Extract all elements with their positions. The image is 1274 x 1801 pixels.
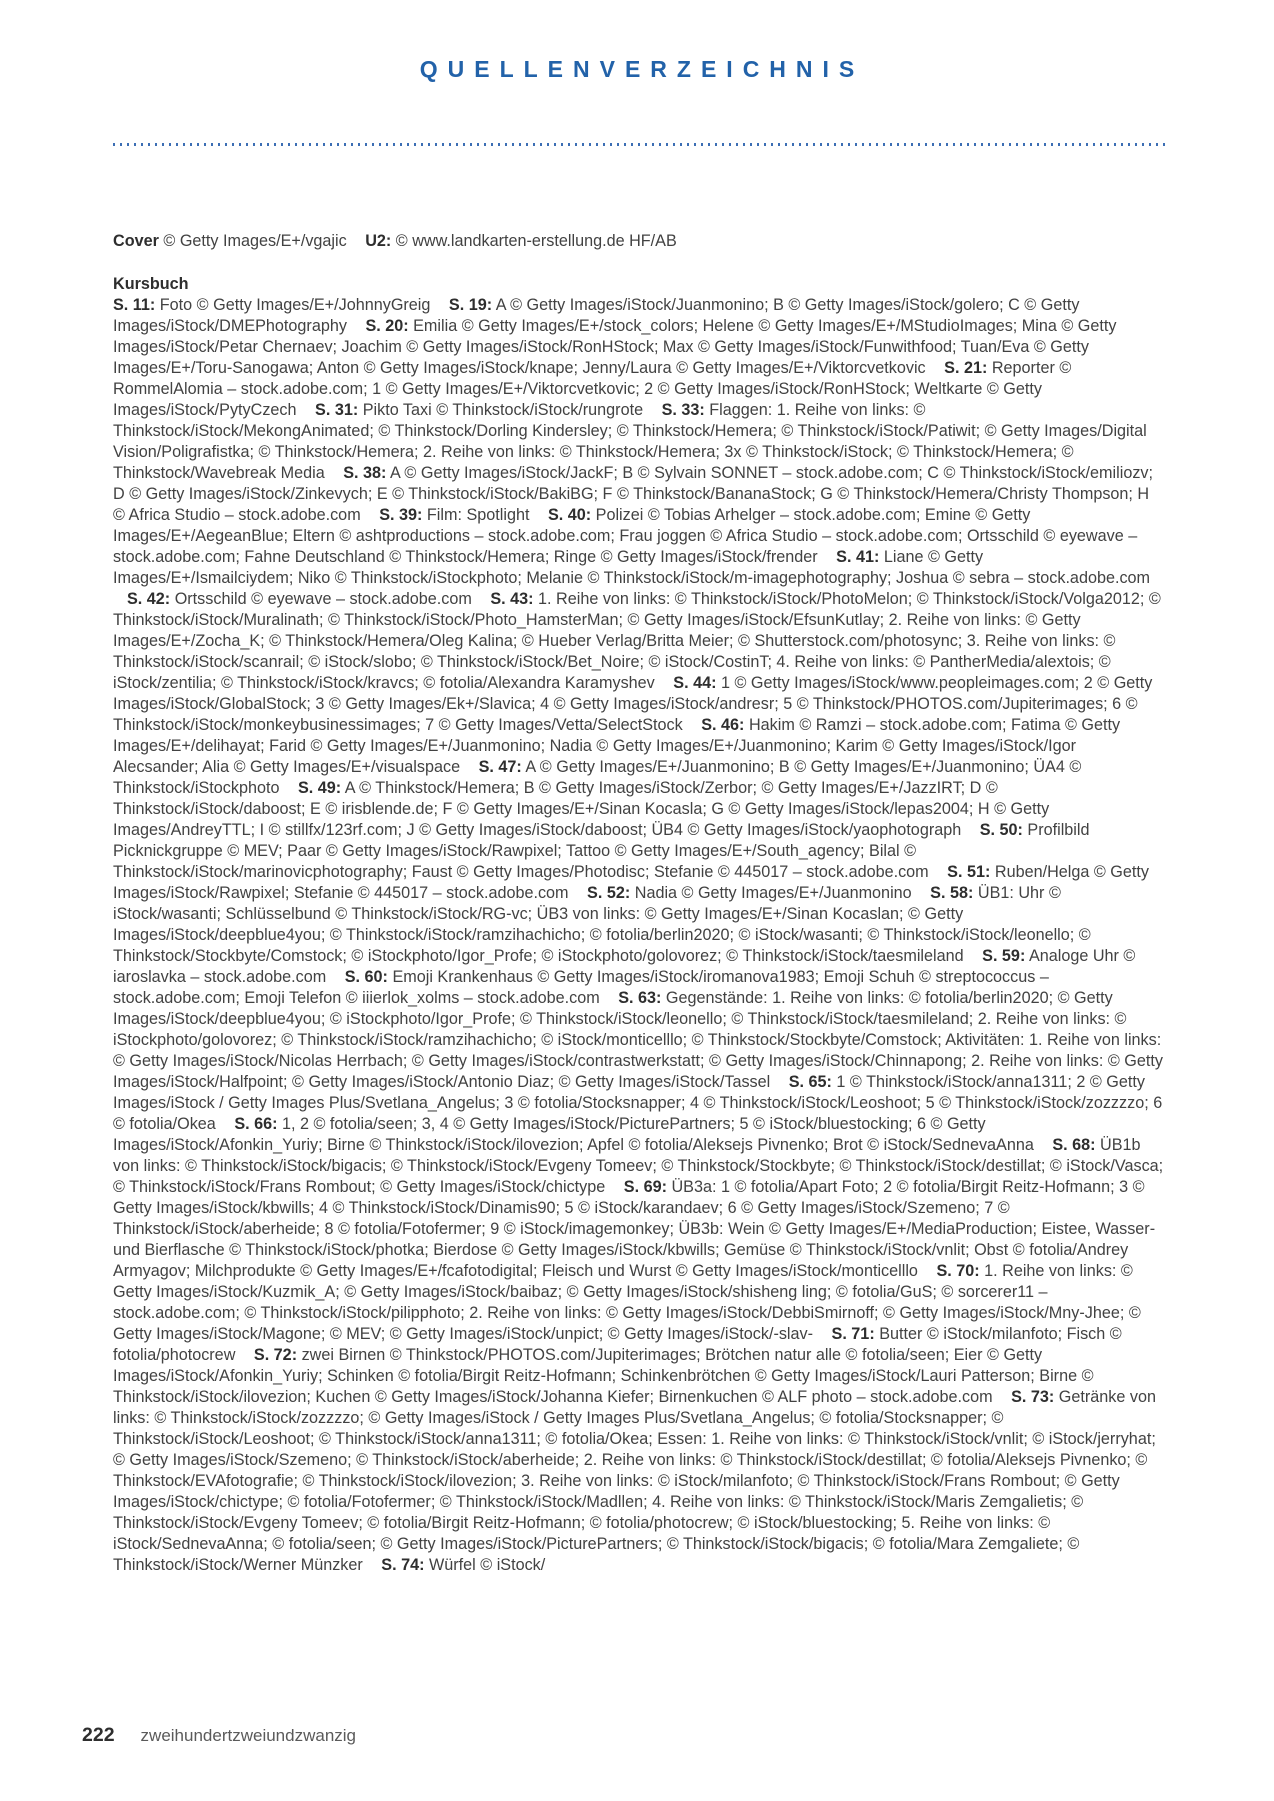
page-ref-label: S. 41: [836,548,880,566]
credit-text: 1 © Thinkstock/iStock/anna1311; 2 © Getty Images/iStock / Getty Images Plus/Svetlana_Angelus; 3 © fotolia/Stocksnapper; 4 © Thinkstock/iStock/Leoshoot; 5 © Thinkstock/iStock/zozzzzo; 6 © fotolia/Okea [113,1073,1163,1133]
credit-entry [367,1556,545,1574]
page-ref-label: S. 38: [343,464,387,482]
page-ref-label: S. 51: [947,863,991,881]
page-ref-label: S. 58: [930,884,974,902]
dotted-divider [113,143,1165,146]
credit-text: Ortsschild © eyewave – stock.adobe.com [170,590,472,608]
credit-text: Pikto Taxi © Thinkstock/iStock/rungrote [358,401,644,419]
page-ref-label: S. 73: [1011,1388,1055,1406]
page-ref-label: S. 43: [490,590,534,608]
page-ref-label: S. 46: [701,716,745,734]
credit-entry [301,401,643,419]
credit-entry [113,296,430,314]
credit-text: Emilia © Getty Images/E+/stock_colors; Helene © Getty Images/E+/MStudioImages; Mina © Getty Images/iStock/Petar Chernaev; Joachim © Getty Images/iStock/RonHStock; Max © Getty Images/iStock/Funwithfood; Tuan/Eva © Getty Images/E+/Toru-Sanogawa; Anton © Getty Images/iStock/knape; Jenny/Laura © Getty Images/E+/Viktorcvetkovic [113,317,1117,377]
credit-entry [573,884,912,902]
credit-text: 1. Reihe von links: © Thinkstock/iStock/PhotoMelon; © Thinkstock/iStock/Volga2012; © Thinkstock/iStock/Muralinath; © Thinkstock/iStock/Photo_HamsterMan; © Getty Images/iStock/EfsunKutlay; 2. Reihe von links: © Getty Images/E+/Zocha_K; © Thinkstock/Hemera/Oleg Kalina; © Hueber Verlag/Britta Meier; © Shutterstock.com/photosync; 3. Reihe von links: © Thinkstock/iStock/scanrail; © iStock/slobo; © Thinkstock/iStock/Bet_Noire; © iStock/CostinT; 4. Reihe von links: © PantherMedia/alextois; © iStock/zentilia; © Thinkstock/iStock/kravcs; © fotolia/Alexandra Karamyshev [113,590,1161,692]
credit-text: A © Getty Images/E+/Juanmonino; B © Getty Images/E+/Juanmonino; ÜA4 © Thinkstock/iStockphoto [113,758,1082,797]
credit-text: Emoji Krankenhaus © Getty Images/iStock/iromanova1983; Emoji Schuh © streptococcus – stock.adobe.com; Emoji Telefon © iiierlok_xolms – stock.adobe.com [113,968,1049,1007]
page-ref-label: S. 31: [315,401,359,419]
credit-text: Foto © Getty Images/E+/JohnnyGreig [155,296,431,314]
cover-credit-text: © Getty Images/E+/vgajic [158,232,347,250]
page-ref-label: S. 68: [1052,1136,1096,1154]
page-ref-label: S. 52: [587,884,631,902]
credit-text: 1 © Getty Images/iStock/www.peopleimages.com; 2 © Getty Images/iStock/GlobalStock; 3 © Getty Images/Ek+/Slavica; 4 © Getty Images/iStock/andresr; 5 © Thinkstock/PHOTOS.com/Jupiterimages; 6 © Thinkstock/iStock/monkeybusinessimages; 7 © Getty Images/Vetta/SelectStock [113,674,1153,734]
content-block [113,231,1165,1576]
credit-entry [113,590,472,608]
credit-text: Nadia © Getty Images/E+/Juanmonino [630,884,912,902]
credit-text: Ruben/Helga © Getty Images/iStock/Rawpixel; Stefanie © 445017 – stock.adobe.com [113,863,1149,902]
credit-text: Butter © iStock/milanfoto; Fisch © fotolia/photocrew [113,1325,1122,1364]
credit-text: 1, 2 © fotolia/seen; 3, 4 © Getty Images/iStock/PicturePartners; 5 © iStock/bluestocking; 6 © Getty Images/iStock/Afonkin_Yuriy; Birne © Thinkstock/iStock/ilovezion; Apfel © fotolia/Aleksejs Pivnenko; Brot © iStock/SednevaAnna [113,1115,1034,1154]
credit-entry [113,1115,1034,1154]
cover-ref-label: Cover [113,232,159,250]
credit-text: Analoge Uhr © iaroslavka – stock.adobe.com [113,947,1136,986]
credit-entry [351,232,677,250]
credit-entry [365,506,529,524]
page-ref-label: S. 59: [982,947,1026,965]
credit-text: Flaggen: 1. Reihe von links: © Thinkstock/iStock/MekongAnimated; © Thinkstock/Dorling Kindersley; © Thinkstock/Hemera; © Thinkstock/iStock/Patiwit; © Getty Images/Digital Vision/Poligrafistka; © Thinkstock/Hemera; 2. Reihe von links: © Thinkstock/Hemera; 3x © Thinkstock/iStock; © Thinkstock/Hemera; © Thinkstock/Wavebreak Media [113,401,1147,482]
page-number: 222 [82,1724,115,1746]
page-ref-label: S. 39: [379,506,423,524]
page-ref-label: S. 70: [936,1262,980,1280]
page-ref-label: S. 71: [831,1325,875,1343]
credit-text: ÜB3a: 1 © fotolia/Apart Foto; 2 © fotolia/Birgit Reitz-Hofmann; 3 © Getty Images/iStock/kbwills; 4 © Thinkstock/iStock/Dinamis90; 5 © iStock/karandaev; 6 © Getty Images/iStock/Szemeno; 7 © Thinkstock/iStock/aberheide; 8 © fotolia/Fotofermer; 9 © iStock/imagemonkey; ÜB3b: Wein © Getty Images/E+/MediaProduction; Eistee, Wasser- und Bierflasche © Thinkstock/iStock/photka; Bierdose © Getty Images/iStock/kbwills; Gemüse © Thinkstock/iStock/vnlit; Obst © fotolia/Andrey Armyagov; Milchprodukte © Getty Images/E+/fcafotodigital; Fleisch und Wurst © Getty Images/iStock/monticelllo [113,1178,1156,1280]
credits-paragraph [113,295,1165,1576]
credit-text: Film: Spotlight [422,506,530,524]
credit-text: ÜB1b von links: © Thinkstock/iStock/bigacis; © Thinkstock/iStock/Evgeny Tomeev; © Thinkstock/Stockbyte; © Thinkstock/iStock/destillat; © iStock/Vasca; © Thinkstock/iStock/Frans Rombout; © Getty Images/iStock/chictype [113,1136,1164,1196]
credit-text: Hakim © Ramzi – stock.adobe.com; Fatima © Getty Images/E+/delihayat; Farid © Getty Images/E+/Juanmonino; Nadia © Getty Images/E+/Juanmonino; Karim © Getty Images/iStock/Igor Alecsander; Alia © Getty Images/E+/visualspace [113,716,1121,776]
page-ref-label: S. 69: [623,1178,667,1196]
credit-text: A © Getty Images/iStock/JackF; B © Sylvain SONNET – stock.adobe.com; C © Thinkstock/iStock/emiliozv; D © Getty Images/iStock/Zinkevych; E © Thinkstock/iStock/BakiBG; F © Thinkstock/BananaStock; G © Thinkstock/Hemera/Christy Thompson; H © Africa Studio – stock.adobe.com [113,464,1154,524]
page-ref-label: S. 20: [365,317,409,335]
credit-text: A © Getty Images/iStock/Juanmonino; B © Getty Images/iStock/golero; C © Getty Images/iStock/DMEPhotography [113,296,1080,335]
credit-text: Profilbild Picknickgruppe © MEV; Paar © Getty Images/iStock/Rawpixel; Tattoo © Getty Images/E+/South_agency; Bilal © Thinkstock/iStock/marinovicphotography; Faust © Getty Images/Photodisc; Stefanie © 445017 – stock.adobe.com [113,821,1090,881]
page-ref-label: S. 11: [113,296,156,314]
page-ref-label: S. 72: [253,1346,298,1364]
page-ref-label: S. 49: [297,779,342,797]
page-footer [82,1724,356,1747]
page-ref-label: S. 74: [381,1556,425,1574]
page-ref-label: S. 19: [448,296,493,314]
cover-credit-line [113,231,1165,252]
page-ref-label: S. 40: [547,506,592,524]
page-number-word: zweihundertzweiundzwanzig [140,1726,357,1745]
credit-text: Liane © Getty Images/E+/Ismailciydem; Niko © Thinkstock/iStockphoto; Melanie © Thinkstock/iStock/m-imagephotography; Joshua © sebra – stock.adobe.com [113,548,1151,587]
page-ref-label: S. 65: [788,1073,832,1091]
page-ref-label: S. 42: [127,590,171,608]
credit-text: 1. Reihe von links: © Getty Images/iStock/Kuzmik_A; © Getty Images/iStock/baibaz; © Getty Images/iStock/shisheng ling; © fotolia/GuS; © sorcerer11 – stock.adobe.com; © Thinkstock/iStock/pilipphoto; 2. Reihe von links: © Getty Images/iStock/DebbiSmirnoff; © Getty Images/iStock/Mny-Jhee; © Getty Images/iStock/Magone; © MEV; © Getty Images/iStock/unpict; © Getty Images/iStock/-slav- [113,1262,1141,1343]
credit-text: Würfel © iStock/ [424,1556,546,1574]
page-ref-label: S. 50: [979,821,1023,839]
credit-text: Reporter © RommelAlomia – stock.adobe.com; 1 © Getty Images/E+/Viktorcvetkovic; 2 © Getty Images/iStock/RonHStock; Weltkarte © Getty Images/iStock/PytyCzech [113,359,1072,419]
cover-ref-label: U2: [365,232,392,250]
credit-entry [113,232,347,250]
page-ref-label: S. 33: [661,401,705,419]
credit-entry [113,1346,1094,1406]
credit-text: A © Thinkstock/Hemera; B © Getty Images/iStock/Zerbor; © Getty Images/E+/JazzIRT; D © Thinkstock/iStock/daboost; E © irisblende.de; F © Getty Images/E+/Sinan Kocasla; G © Getty Images/iStock/lepas2004; H © Getty Images/AndreyTTL; I © stillfx/123rf.com; J © Getty Images/iStock/daboost; ÜB4 © Getty Images/iStock/yaophotograph [113,779,1050,839]
section-heading: Kursbuch [113,275,189,293]
page-title: QUELLENVERZEICHNIS [419,56,865,82]
page-ref-label: S. 44: [673,674,717,692]
page-ref-label: S. 21: [944,359,988,377]
credit-text: ÜB1: Uhr © iStock/wasanti; Schlüsselbund © Thinkstock/iStock/RG-vc; ÜB3 von links: © Getty Images/E+/Sinan Kocaslan; © Getty Images/iStock/deepblue4you; © Thinkstock/iStock/ramzihachicho; © fotolia/berlin2020; © iStock/wasanti; © Thinkstock/iStock/leonello; © Thinkstock/Stockbyte/Comstock; © iStockphoto/Igor_Profe; © iStockphoto/golovorez; © Thinkstock/iStock/taesmileland [113,884,1091,965]
credit-text: Polizei © Tobias Arhelger – stock.adobe.com; Emine © Getty Images/E+/AegeanBlue; Eltern © ashtproductions – stock.adobe.com; Frau joggen © Africa Studio – stock.adobe.com; Ortsschild © eyewave – stock.adobe.com; Fahne Deutschland © Thinkstock/Hemera; Ringe © Getty Images/iStock/frender [113,506,1138,566]
page-ref-label: S. 47: [478,758,522,776]
page-ref-label: S. 63: [618,989,662,1007]
page-ref-label: S. 66: [234,1115,278,1133]
cover-credit-text: © www.landkarten-erstellung.de HF/AB [391,232,677,250]
credit-text: zwei Birnen © Thinkstock/PHOTOS.com/Jupiterimages; Brötchen natur alle © fotolia/seen; Eier © Getty Images/iStock/Afonkin_Yuriy; Schinken © fotolia/Birgit Reitz-Hofmann; Schinkenbrötchen © Getty Images/iStock/Lauri Patterson; Birne © Thinkstock/iStock/ilovezion; Kuchen © Getty Images/iStock/Johanna Kiefer; Birnenkuchen © ALF photo – stock.adobe.com [113,1346,1094,1406]
credit-text: Gegenstände: 1. Reihe von links: © fotolia/berlin2020; © Getty Images/iStock/deepblue4you; © iStockphoto/Igor_Profe; © Thinkstock/iStock/leonello; © Thinkstock/iStock/taesmileland; 2. Reihe von links: © iStockphoto/golovorez; © Thinkstock/iStock/ramzihachicho; © iStock/monticelllo; © Thinkstock/Stockbyte/Comstock; Aktivitäten: 1. Reihe von links: © Getty Images/iStock/Nicolas Herrbach; © Getty Images/iStock/contrastwerkstatt; © Getty Images/iStock/Chinnapong; 2. Reihe von links: © Getty Images/iStock/Halfpoint; © Getty Images/iStock/Antonio Diaz; © Getty Images/iStock/Tassel [113,989,1163,1091]
page-ref-label: S. 60: [344,968,388,986]
credit-entry [113,1388,1156,1574]
credit-text: Getränke von links: © Thinkstock/iStock/zozzzzo; © Getty Images/iStock / Getty Images Plus/Svetlana_Angelus; © fotolia/Stocksnapper; © Thinkstock/iStock/Leoshoot; © Thinkstock/iStock/anna1311; © fotolia/Okea; Essen: 1. Reihe von links: © Thinkstock/iStock/vnlit; © iStock/jerryhat; © Getty Images/iStock/Szemeno; © Thinkstock/iStock/aberheide; 2. Reihe von links: © Thinkstock/iStock/destillat; © fotolia/Aleksejs Pivnenko; © Thinkstock/EVAfotografie; © Thinkstock/iStock/ilovezion; 3. Reihe von links: © iStock/milanfoto; © Thinkstock/iStock/Frans Rombout; © Getty Images/iStock/chictype; © fotolia/Fotofermer; © Thinkstock/iStock/Madllen; 4. Reihe von links: © Thinkstock/iStock/Maris Zemgalietis; © Thinkstock/iStock/Evgeny Tomeev; © fotolia/Birgit Reitz-Hofmann; © fotolia/photocrew; © iStock/bluestocking; 5. Reihe von links: © iStock/SednevaAnna; © fotolia/seen; © Getty Images/iStock/PicturePartners; © Thinkstock/iStock/bigacis; © fotolia/Mara Zemgaliete; © Thinkstock/iStock/Werner Münzker [113,1388,1156,1574]
